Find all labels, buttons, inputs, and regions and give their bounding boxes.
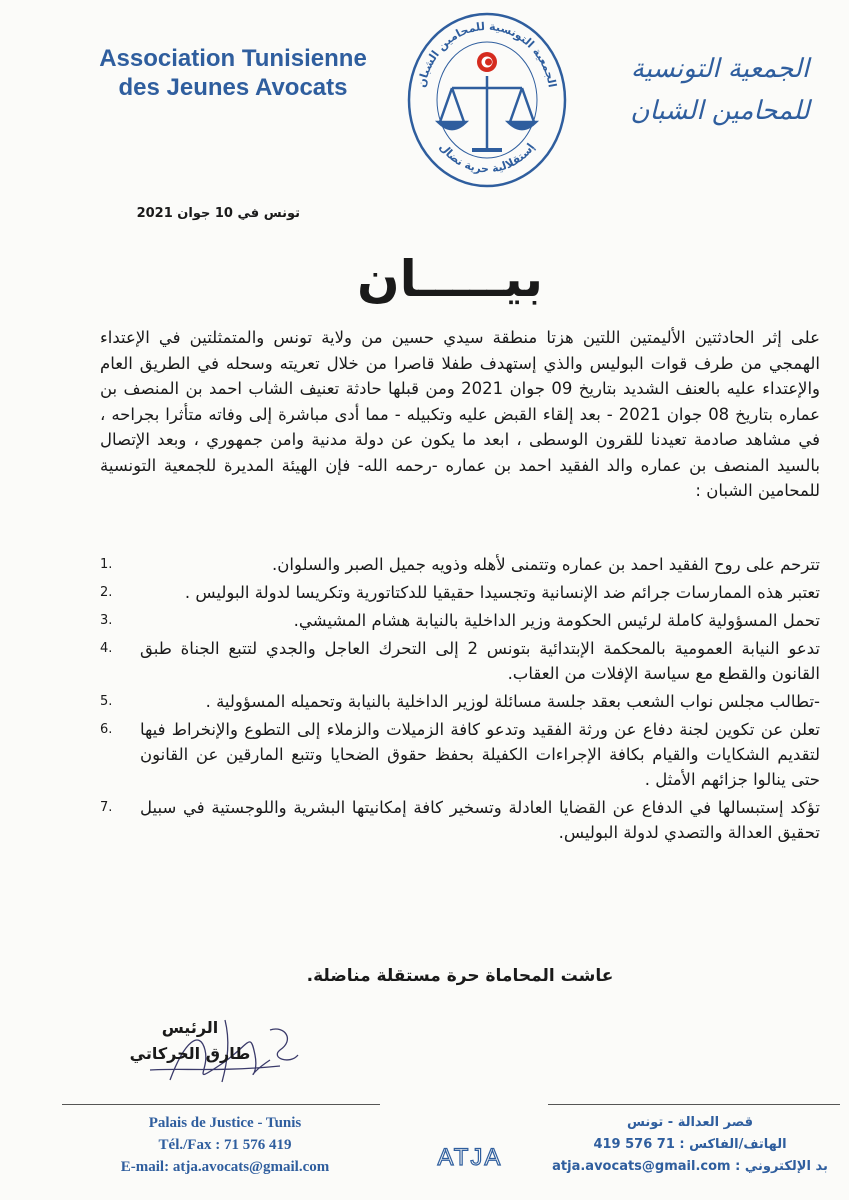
- list-item: [100, 717, 820, 792]
- footer-email: E-mail: atja.avocats@gmail.com: [120, 1159, 330, 1175]
- footer-email-arabic: بد الإلكتروني : atja.avocats@gmail.com: [552, 1159, 828, 1174]
- list-item: [100, 552, 820, 577]
- list-item: [100, 608, 820, 633]
- org-name-french-line2: des Jeunes Avocats: [118, 74, 348, 101]
- list-item: [100, 795, 820, 845]
- footer-phone: Tél./Fax : 71 576 419: [158, 1137, 292, 1153]
- logo-text-bottom: إستقلالية حرية نضال: [436, 140, 538, 176]
- document-date: تونس في 10 جوان 2021: [136, 206, 300, 221]
- list-item-number: 1.: [100, 557, 113, 572]
- footer-divider-right: [548, 1104, 840, 1105]
- association-logo: [402, 10, 572, 190]
- list-item: [100, 580, 820, 605]
- president-title: الرئيس: [161, 1018, 219, 1037]
- org-name-french: [88, 44, 378, 102]
- closing-slogan: عاشت المحاماة حرة مستقلة مناضلة.: [306, 966, 614, 986]
- footer-phone-arabic: الهاتف/الفاكس : 71 576 419: [593, 1137, 787, 1152]
- list-item-text: تحمل المسؤولية كاملة لرئيس الحكومة وزير الداخلية بالنيابة هشام المشيشي.: [293, 611, 820, 630]
- list-item-number: 3.: [100, 613, 113, 628]
- list-item-number: 5.: [100, 694, 113, 709]
- list-item-text: تعلن عن تكوين لجنة دفاع عن ورثة الفقيد وتدعو كافة الزميلات والزملاء إلى التطوع والإنخراط فيها لتقديم الشكايات والقيام بكافة الإجراءات الكفيلة بحفظ حقوق الضحايا وتتبع المارقين عن القانون حتى ينالوا جزائهم الأمثل .: [140, 720, 820, 789]
- org-name-arabic-line2: للمحامين الشبان: [630, 96, 810, 126]
- list-item-text: تؤكد إستبسالها في الدفاع عن القضايا العادلة وتسخير كافة إمكانيتها البشرية واللوجستية في سبيل تحقيق العدالة والتصدي لدولة البوليس.: [140, 798, 820, 842]
- list-item-text: تدعو النيابة العمومية بالمحكمة الإبتدائية بتونس 2 إلى التحرك العاجل والجدي لتتبع الجناة طبق القانون والقطع مع سياسة الإفلات من العقاب.: [140, 639, 820, 683]
- list-item-number: 6.: [100, 722, 113, 737]
- president-name: طارق الحركاتي: [129, 1044, 251, 1063]
- footer-divider-left: [62, 1104, 380, 1105]
- intro-paragraph: على إثر الحادثتين الأليمتين اللتين هزتا منطقة سيدي حسين من ولاية تونس والمتمثلتين في الإعتداء الهمجي من طرف قوات البوليس والذي إستهدف طفلا قاصرا من خلال تعريته وسحله في الطريق العام والإعتداء عليه بالعنف الشديد بتاريخ 09 جوان 2021 ومن قبلها حادثة تعنيف الشاب احمد بن المنصف بن عماره بتاريخ 08 جوان 2021 - بعد إلقاء القبض عليه وتكبيله - مما أدى مباشرة إلى وفاته متأثرا بجراحه ، في مشاهد صادمة تعيدنا للقرون الوسطى ، ابعد ما يكون عن دولة مدنية وامن جمهوري ، وبعد الإتصال بالسيد المنصف بن عماره والد الفقيد احمد بن عماره -رحمه الله- فإن الهيئة المديرة للجمعية التونسية للمحامين الشبان :: [100, 328, 821, 500]
- list-item-text: تترحم على روح الفقيد احمد بن عماره وتتمنى لأهله وذويه جميل الصبر والسلوان.: [272, 555, 820, 574]
- footer-contact-french: [60, 1112, 390, 1178]
- document-title: بيـــــان: [356, 250, 544, 308]
- list-item-text: -تطالب مجلس نواب الشعب بعقد جلسة مسائلة لوزير الداخلية بالنيابة وتحميله المسؤولية .: [205, 692, 820, 711]
- footer-contact-arabic: [540, 1112, 840, 1178]
- org-name-arabic-line1: الجمعية التونسية: [630, 54, 810, 84]
- list-item-number: 4.: [100, 641, 113, 656]
- atja-logo-mark: ATJA: [437, 1144, 503, 1171]
- resolution-list: [100, 552, 820, 848]
- footer-address-arabic: قصر العدالة - تونس: [626, 1115, 754, 1130]
- list-item-text: تعتبر هذه الممارسات جرائم ضد الإنسانية وتجسيدا حقيقيا للدكتاتورية وتكريسا لدولة البوليس .: [184, 583, 820, 602]
- list-item: [100, 636, 820, 686]
- scales-of-justice-icon: [438, 76, 536, 150]
- list-item-number: 2.: [100, 585, 113, 600]
- footer-address: Palais de Justice - Tunis: [148, 1115, 302, 1131]
- list-item: [100, 689, 820, 714]
- logo-text-top: الجمعية التونسية للمحامين الشبان: [415, 19, 559, 89]
- org-name-french-line1: Association Tunisienne: [99, 45, 367, 72]
- org-name-arabic: [600, 48, 840, 132]
- list-item-number: 7.: [100, 800, 113, 815]
